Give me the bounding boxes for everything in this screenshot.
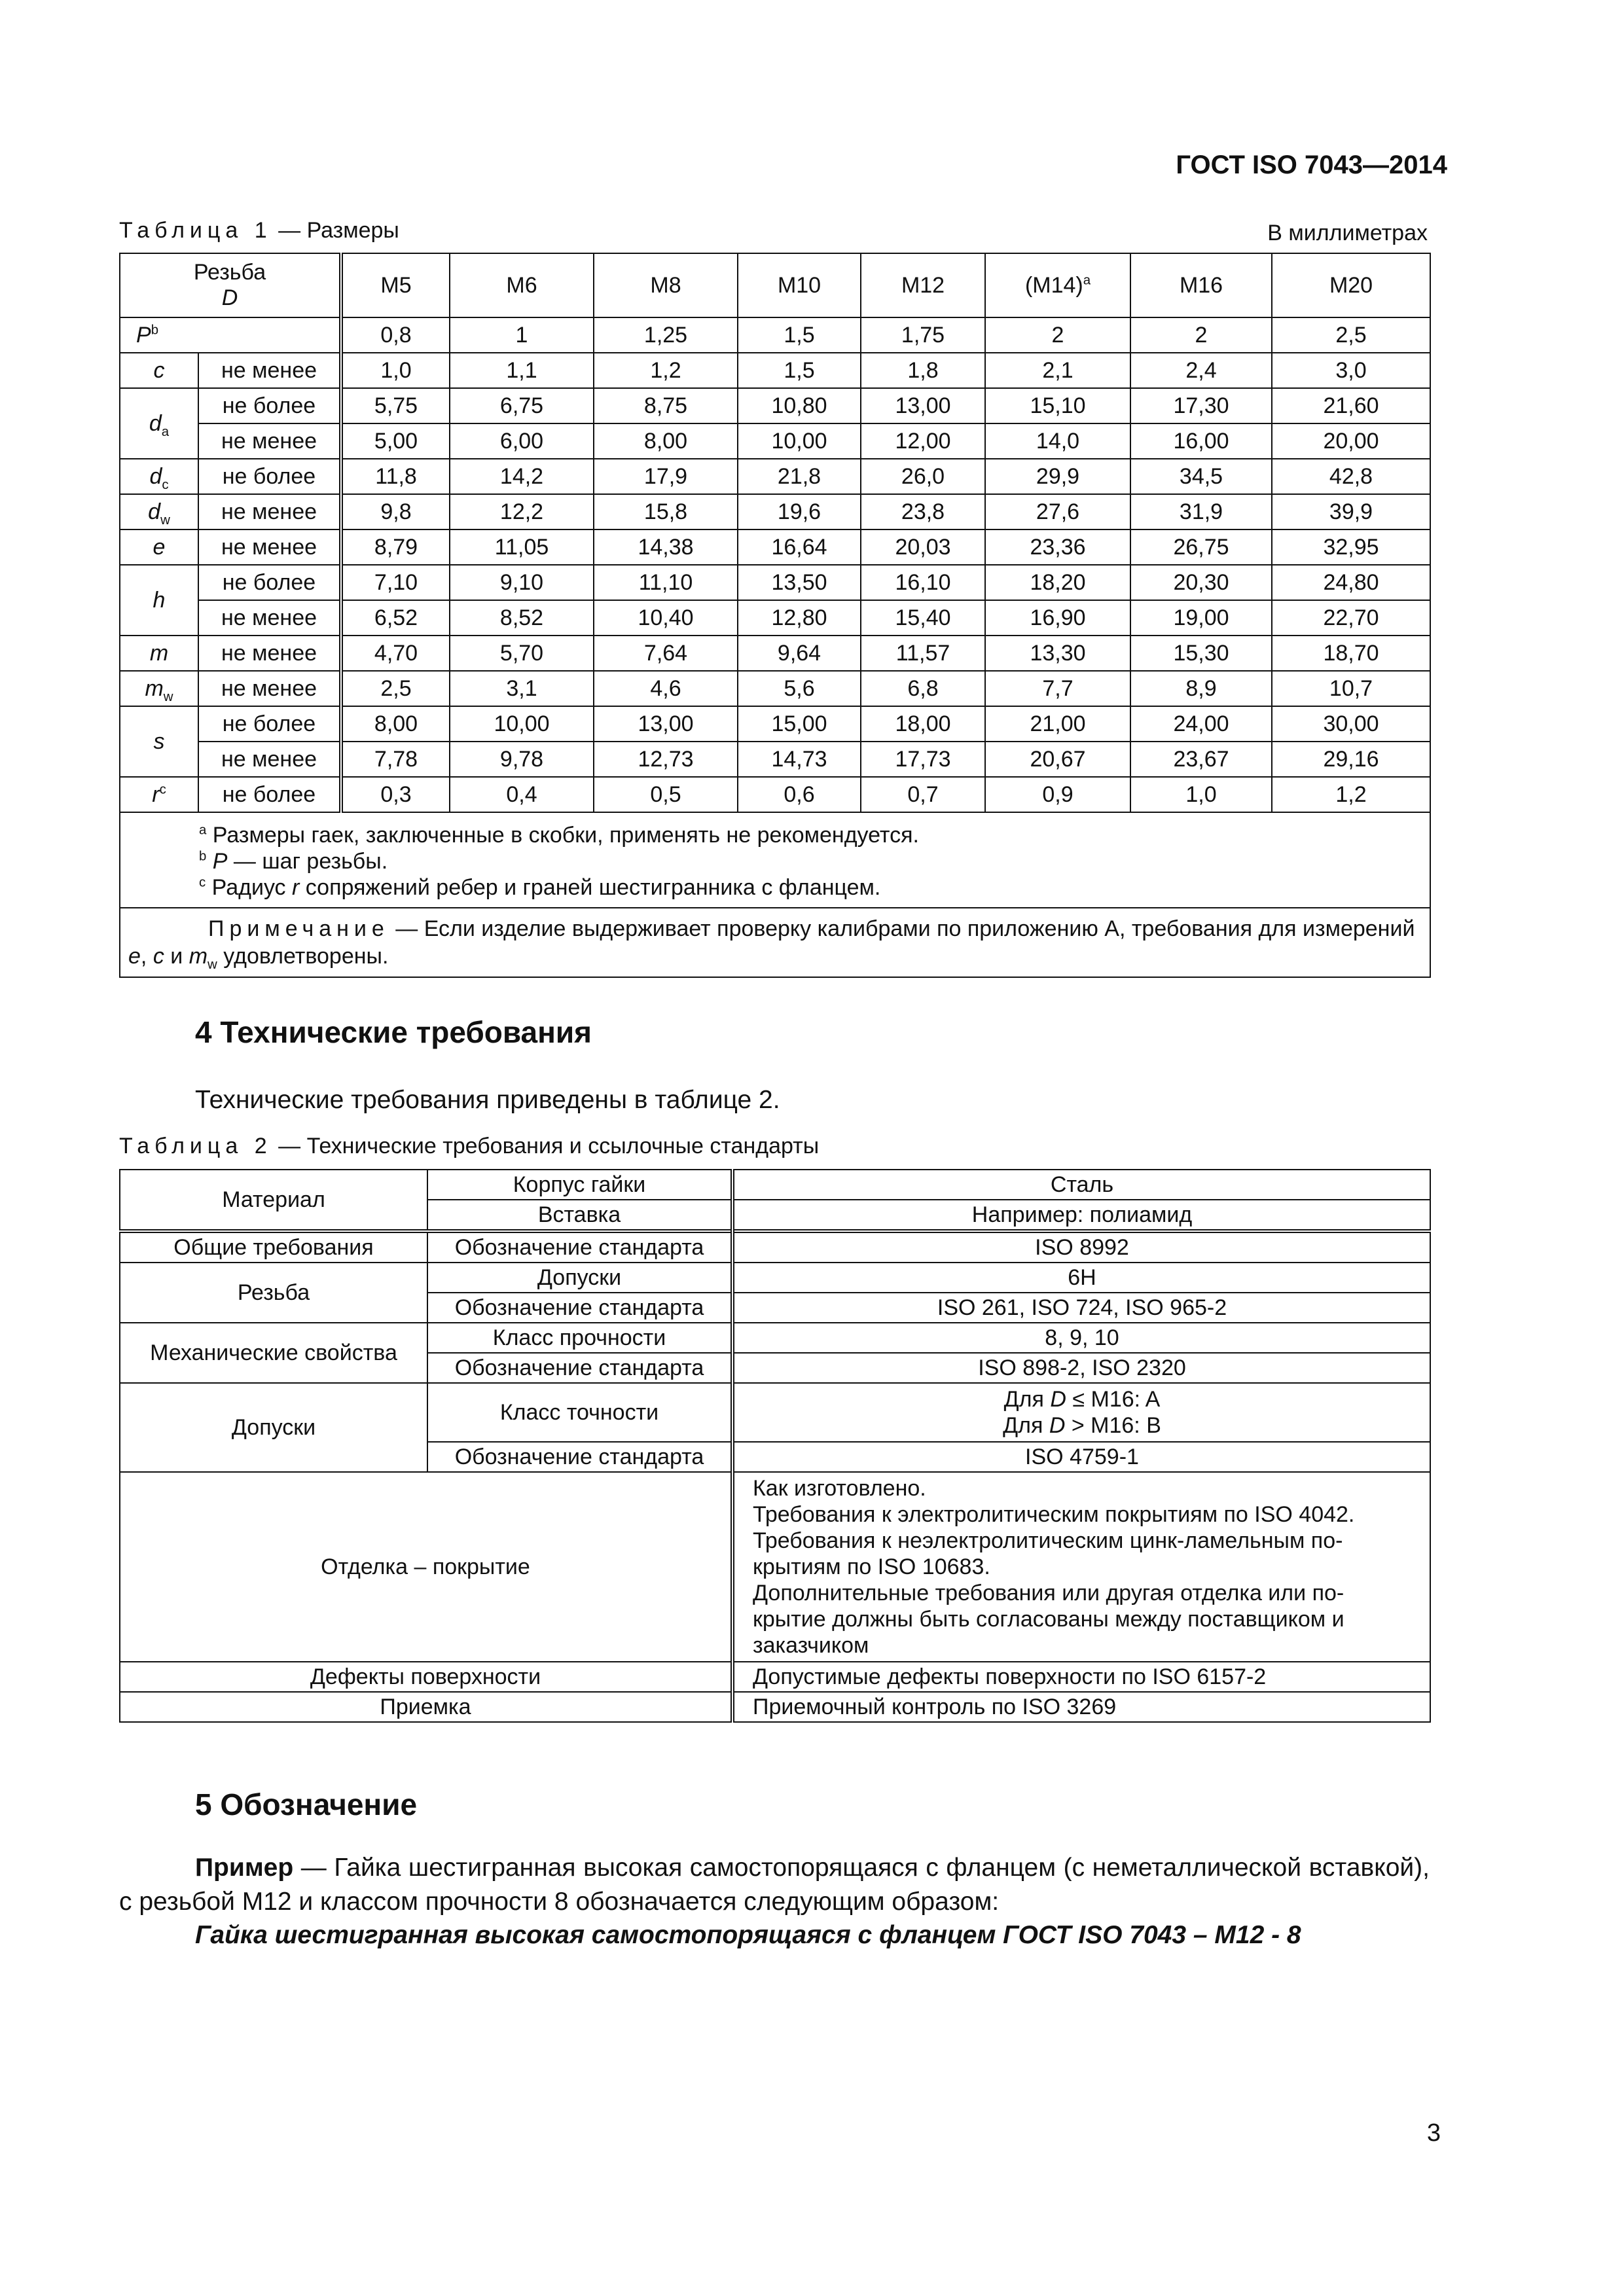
value-cell: 15,10: [985, 388, 1130, 423]
table-row: [120, 1472, 1430, 1662]
value-cell: 10,40: [594, 600, 738, 636]
finish-line: крытиям по ISO 10683.: [753, 1554, 990, 1579]
table1-caption-text: — Размеры: [272, 218, 399, 243]
value-cell: 16,64: [738, 529, 861, 565]
table-row: [120, 671, 1430, 706]
value-cell: 9,64: [738, 636, 861, 671]
value-cell: 0,7: [861, 777, 985, 812]
value-cell: 0,3: [341, 777, 450, 812]
value-cell: 9,78: [450, 742, 594, 777]
tolerance-text: Для: [1003, 1387, 1051, 1412]
value-cell: 1,5: [738, 317, 861, 353]
mech-class-value: 8, 9, 10: [732, 1323, 1430, 1353]
param-cell: [120, 494, 198, 529]
table-row: [120, 388, 1430, 423]
table-row: [120, 1383, 1430, 1442]
footnote-c: [199, 874, 1423, 901]
value-cell: 8,00: [341, 706, 450, 742]
tolerance-symbol: D: [1050, 1387, 1066, 1412]
insert-label: Вставка: [427, 1200, 732, 1231]
value-cell: 0,9: [985, 777, 1130, 812]
param-symbol: d: [148, 499, 161, 524]
value-cell: 2,5: [341, 671, 450, 706]
table1-footnotes-row: [120, 812, 1430, 908]
tolerance-text: Для: [1003, 1413, 1049, 1438]
value-cell: 6,00: [450, 423, 594, 459]
limit-cell: не менее: [198, 671, 341, 706]
acceptance-value: Приемочный контроль по ISO 3269: [732, 1692, 1430, 1722]
limit-cell: не более: [198, 706, 341, 742]
value-cell: 7,78: [341, 742, 450, 777]
value-cell: 6,8: [861, 671, 985, 706]
value-cell: 11,57: [861, 636, 985, 671]
value-cell: 13,00: [594, 706, 738, 742]
value-cell: 10,80: [738, 388, 861, 423]
thread-label: Резьба: [193, 260, 266, 285]
value-cell: 18,20: [985, 565, 1130, 600]
note-symbol: m: [189, 944, 208, 969]
value-cell: 2: [985, 317, 1130, 353]
value-cell: 13,00: [861, 388, 985, 423]
table-row: [120, 494, 1430, 529]
value-cell: 16,00: [1130, 423, 1272, 459]
footnote-mark: b: [199, 849, 207, 864]
body-value: Сталь: [732, 1170, 1430, 1200]
size-header: M8: [594, 253, 738, 317]
value-cell: 11,05: [450, 529, 594, 565]
param-cell: [120, 565, 198, 636]
size-header-m14: [985, 253, 1130, 317]
value-cell: 20,03: [861, 529, 985, 565]
value-cell: 1,75: [861, 317, 985, 353]
acceptance-label: Приемка: [120, 1692, 732, 1722]
footnote-mark: а: [1083, 273, 1091, 288]
value-cell: 29,16: [1272, 742, 1430, 777]
table1-header-row: [120, 253, 1430, 317]
mech-label: Механические свойства: [120, 1323, 427, 1383]
section4-intro: Технические требования приведены в таблице 2.: [195, 1086, 780, 1114]
table1-note-row: [120, 908, 1430, 977]
value-cell: 15,40: [861, 600, 985, 636]
value-cell: 22,70: [1272, 600, 1430, 636]
value-cell: 26,0: [861, 459, 985, 494]
tolerances-class-value: [732, 1383, 1430, 1442]
limit-cell: не более: [198, 777, 341, 812]
value-cell: 18,00: [861, 706, 985, 742]
value-cell: 32,95: [1272, 529, 1430, 565]
example-text: — Гайка шестигранная высокая самостопорящаяся с фланцем (с неметаллической вставкой), с резьбой М12 и классом прочности 8 обозначается следующим образом:: [119, 1854, 1430, 1916]
thread-std-value: ISO 261, ISO 724, ISO 965-2: [732, 1293, 1430, 1323]
limit-cell: не менее: [198, 600, 341, 636]
body-label: Корпус гайки: [427, 1170, 732, 1200]
table-row: [120, 777, 1430, 812]
footnote-text: сопряжений ребер и граней шестигранника с фланцем.: [299, 875, 881, 900]
limit-cell: не более: [198, 459, 341, 494]
table-row: [120, 706, 1430, 742]
value-cell: 27,6: [985, 494, 1130, 529]
thread-symbol: D: [221, 285, 238, 310]
thread-label: Резьба: [120, 1263, 427, 1323]
tolerance-text: ≤ M16: A: [1066, 1387, 1161, 1412]
note-text: и: [164, 944, 189, 969]
value-cell: 17,30: [1130, 388, 1272, 423]
value-cell: 2,4: [1130, 353, 1272, 388]
tolerances-class-key: Класс точности: [427, 1383, 732, 1442]
value-cell: 13,30: [985, 636, 1130, 671]
limit-cell: не менее: [198, 423, 341, 459]
param-cell: [120, 706, 198, 777]
param-symbol: d: [149, 410, 162, 436]
tolerance-line: [738, 1412, 1426, 1439]
table1-caption-label: Таблица 1: [119, 218, 272, 243]
param-cell: [120, 459, 198, 494]
value-cell: 15,00: [738, 706, 861, 742]
insert-value: Например: полиамид: [732, 1200, 1430, 1231]
finish-line: заказчиком: [753, 1633, 869, 1658]
table-row: [120, 1263, 1430, 1293]
dimensions-table: [119, 253, 1431, 978]
footnote-symbol: P: [212, 849, 228, 874]
value-cell: 7,10: [341, 565, 450, 600]
value-cell: 29,9: [985, 459, 1130, 494]
value-cell: 2,1: [985, 353, 1130, 388]
param-subscript: a: [161, 424, 170, 439]
defects-label: Дефекты поверхности: [120, 1662, 732, 1692]
value-cell: 24,80: [1272, 565, 1430, 600]
value-cell: 1,5: [738, 353, 861, 388]
limit-cell: не менее: [198, 529, 341, 565]
param-cell: [120, 353, 198, 388]
value-cell: 23,67: [1130, 742, 1272, 777]
table-row: [120, 636, 1430, 671]
finish-value: [732, 1472, 1430, 1662]
value-cell: 15,30: [1130, 636, 1272, 671]
limit-cell: не более: [198, 388, 341, 423]
param-symbol: c: [153, 357, 165, 383]
param-subscript: c: [162, 477, 169, 492]
value-cell: 31,9: [1130, 494, 1272, 529]
mech-std-value: ISO 898-2, ISO 2320: [732, 1353, 1430, 1383]
value-cell: 12,73: [594, 742, 738, 777]
document-standard-header: ГОСТ ISO 7043—2014: [1176, 151, 1447, 179]
value-cell: 39,9: [1272, 494, 1430, 529]
table1-caption: [119, 218, 399, 243]
value-cell: 13,50: [738, 565, 861, 600]
value-cell: 20,67: [985, 742, 1130, 777]
thread-tol-key: Допуски: [427, 1263, 732, 1293]
designation-example: Гайка шестигранная высокая самостопорящаяся с фланцем ГОСТ ISO 7043 – M12 - 8: [195, 1921, 1301, 1949]
param-symbol: h: [153, 587, 166, 613]
param-subscript: w: [163, 689, 173, 704]
finish-label: Отделка – покрытие: [120, 1472, 732, 1662]
value-cell: 0,8: [341, 317, 450, 353]
size-header: M6: [450, 253, 594, 317]
tolerances-std-value: ISO 4759-1: [732, 1442, 1430, 1472]
example-label: Пример: [195, 1854, 294, 1882]
note-text: ,: [140, 944, 153, 969]
value-cell: 2: [1130, 317, 1272, 353]
note-subscript: w: [208, 957, 217, 972]
value-cell: 0,5: [594, 777, 738, 812]
value-cell: 19,6: [738, 494, 861, 529]
value-cell: 8,79: [341, 529, 450, 565]
general-label: Общие требования: [120, 1231, 427, 1263]
value-cell: 11,10: [594, 565, 738, 600]
value-cell: 1,25: [594, 317, 738, 353]
note-symbol: e: [128, 944, 141, 969]
size-header: M20: [1272, 253, 1430, 317]
value-cell: 10,00: [738, 423, 861, 459]
note-label: Примечание: [208, 916, 389, 941]
value-cell: 6,52: [341, 600, 450, 636]
tolerances-std-key: Обозначение стандарта: [427, 1442, 732, 1472]
footnote-text: — шаг резьбы.: [227, 849, 388, 874]
finish-line: Как изготовлено.: [753, 1476, 926, 1501]
value-cell: 42,8: [1272, 459, 1430, 494]
value-cell: 24,00: [1130, 706, 1272, 742]
page-number: 3: [1426, 2119, 1441, 2147]
value-cell: 10,00: [450, 706, 594, 742]
value-cell: 18,70: [1272, 636, 1430, 671]
param-symbol: d: [149, 463, 162, 489]
tolerances-label: Допуски: [120, 1383, 427, 1472]
value-cell: 17,9: [594, 459, 738, 494]
size-header: M10: [738, 253, 861, 317]
limit-cell: не менее: [198, 494, 341, 529]
table-row: [120, 600, 1430, 636]
general-value: ISO 8992: [732, 1231, 1430, 1263]
table2-caption: [119, 1134, 819, 1159]
value-cell: 15,8: [594, 494, 738, 529]
param-cell: [120, 529, 198, 565]
value-cell: 14,2: [450, 459, 594, 494]
table-row: [120, 1170, 1430, 1200]
value-cell: 5,6: [738, 671, 861, 706]
value-cell: 7,64: [594, 636, 738, 671]
mech-class-key: Класс прочности: [427, 1323, 732, 1353]
value-cell: 1,8: [861, 353, 985, 388]
value-cell: 8,52: [450, 600, 594, 636]
value-cell: 3,0: [1272, 353, 1430, 388]
table-row: [120, 1231, 1430, 1263]
value-cell: 1: [450, 317, 594, 353]
value-cell: 9,8: [341, 494, 450, 529]
value-cell: 26,75: [1130, 529, 1272, 565]
limit-cell: не менее: [198, 636, 341, 671]
value-cell: 30,00: [1272, 706, 1430, 742]
general-key: Обозначение стандарта: [427, 1231, 732, 1263]
material-label: Материал: [120, 1170, 427, 1231]
param-symbol: e: [153, 534, 166, 560]
table-row: [120, 565, 1430, 600]
value-cell: 4,70: [341, 636, 450, 671]
param-cell: [120, 671, 198, 706]
footnote-mark: а: [199, 823, 207, 838]
finish-line: Требования к электролитическим покрытиям по ISO 4042.: [753, 1502, 1355, 1527]
mech-std-key: Обозначение стандарта: [427, 1353, 732, 1383]
table-row: [120, 317, 1430, 353]
param-symbol: m: [145, 675, 164, 701]
value-cell: 11,8: [341, 459, 450, 494]
note-text: удовлетворены.: [217, 944, 389, 969]
value-cell: 7,7: [985, 671, 1130, 706]
value-cell: 2,5: [1272, 317, 1430, 353]
value-cell: 12,80: [738, 600, 861, 636]
value-cell: 1,0: [1130, 777, 1272, 812]
table-row: [120, 353, 1430, 388]
value-cell: 1,1: [450, 353, 594, 388]
value-cell: 34,5: [1130, 459, 1272, 494]
thread-header-cell: [120, 253, 341, 317]
technical-requirements-table: [119, 1169, 1431, 1723]
param-cell: [120, 388, 198, 459]
tolerance-symbol: D: [1049, 1413, 1066, 1438]
value-cell: 14,0: [985, 423, 1130, 459]
param-symbol: m: [149, 640, 169, 666]
footnote-mark: c: [159, 782, 166, 797]
finish-line: Дополнительные требования или другая отделка или по-: [753, 1581, 1344, 1605]
size-header: M12: [861, 253, 985, 317]
param-cell: [120, 777, 198, 812]
value-cell: 5,75: [341, 388, 450, 423]
value-cell: 14,38: [594, 529, 738, 565]
table-row: [120, 1662, 1430, 1692]
value-cell: 10,7: [1272, 671, 1430, 706]
value-cell: 8,75: [594, 388, 738, 423]
table-row: [120, 1323, 1430, 1353]
footnote-b: [199, 848, 1423, 874]
table2-caption-label: Таблица 2: [119, 1134, 272, 1158]
value-cell: 12,2: [450, 494, 594, 529]
section5-title: 5 Обозначение: [195, 1787, 418, 1821]
footnote-symbol: r: [292, 875, 300, 900]
value-cell: 5,00: [341, 423, 450, 459]
table-row: [120, 459, 1430, 494]
table1-note: [120, 908, 1430, 977]
value-cell: 8,9: [1130, 671, 1272, 706]
value-cell: 4,6: [594, 671, 738, 706]
value-cell: 3,1: [450, 671, 594, 706]
thread-tol-value: 6H: [732, 1263, 1430, 1293]
value-cell: 19,00: [1130, 600, 1272, 636]
table2-caption-text: — Технические требования и ссылочные стандарты: [272, 1134, 820, 1158]
value-cell: 14,73: [738, 742, 861, 777]
param-symbol: P: [136, 322, 151, 348]
finish-line: Требования к неэлектролитическим цинк-ламельным по-: [753, 1528, 1343, 1553]
limit-cell: не более: [198, 565, 341, 600]
size-label: (M14): [1024, 272, 1083, 298]
note-symbol: c: [153, 944, 164, 969]
limit-cell: не менее: [198, 742, 341, 777]
note-text: — Если изделие выдерживает проверку калибрами по приложению А, требования для измерений: [389, 916, 1415, 941]
value-cell: 21,00: [985, 706, 1130, 742]
size-header: M16: [1130, 253, 1272, 317]
value-cell: 0,6: [738, 777, 861, 812]
value-cell: 12,00: [861, 423, 985, 459]
value-cell: 21,8: [738, 459, 861, 494]
footnote-mark: b: [151, 323, 159, 338]
param-subscript: w: [160, 512, 170, 528]
value-cell: 9,10: [450, 565, 594, 600]
param-symbol: r: [152, 781, 160, 807]
footnote-mark: с: [199, 875, 206, 890]
table-row: [120, 742, 1430, 777]
thread-std-key: Обозначение стандарта: [427, 1293, 732, 1323]
value-cell: 1,2: [1272, 777, 1430, 812]
param-cell: [120, 317, 341, 353]
value-cell: 21,60: [1272, 388, 1430, 423]
value-cell: 20,30: [1130, 565, 1272, 600]
value-cell: 20,00: [1272, 423, 1430, 459]
table1-footnotes: [120, 812, 1430, 908]
value-cell: 23,36: [985, 529, 1130, 565]
param-cell: [120, 636, 198, 671]
footnote-text: Радиус: [206, 875, 293, 900]
defects-value: Допустимые дефекты поверхности по ISO 6157-2: [732, 1662, 1430, 1692]
section5-example: [119, 1851, 1430, 1919]
limit-cell: не менее: [198, 353, 341, 388]
value-cell: 23,8: [861, 494, 985, 529]
table1-units: В миллиметрах: [1267, 221, 1428, 245]
tolerance-line: [738, 1386, 1426, 1412]
value-cell: 16,10: [861, 565, 985, 600]
table-row: [120, 423, 1430, 459]
param-symbol: s: [153, 728, 165, 754]
size-header: M5: [341, 253, 450, 317]
value-cell: 0,4: [450, 777, 594, 812]
value-cell: 16,90: [985, 600, 1130, 636]
footnote-text: Размеры гаек, заключенные в скобки, применять не рекомендуется.: [206, 823, 919, 848]
tolerance-text: > M16: B: [1065, 1413, 1161, 1438]
table-row: [120, 529, 1430, 565]
value-cell: 8,00: [594, 423, 738, 459]
value-cell: 6,75: [450, 388, 594, 423]
finish-line: крытие должны быть согласованы между поставщиком и: [753, 1607, 1344, 1632]
value-cell: 1,0: [341, 353, 450, 388]
value-cell: 5,70: [450, 636, 594, 671]
table-row: [120, 1692, 1430, 1722]
value-cell: 17,73: [861, 742, 985, 777]
footnote-a: [199, 822, 1423, 848]
section4-title: 4 Технические требования: [195, 1015, 592, 1049]
value-cell: 1,2: [594, 353, 738, 388]
